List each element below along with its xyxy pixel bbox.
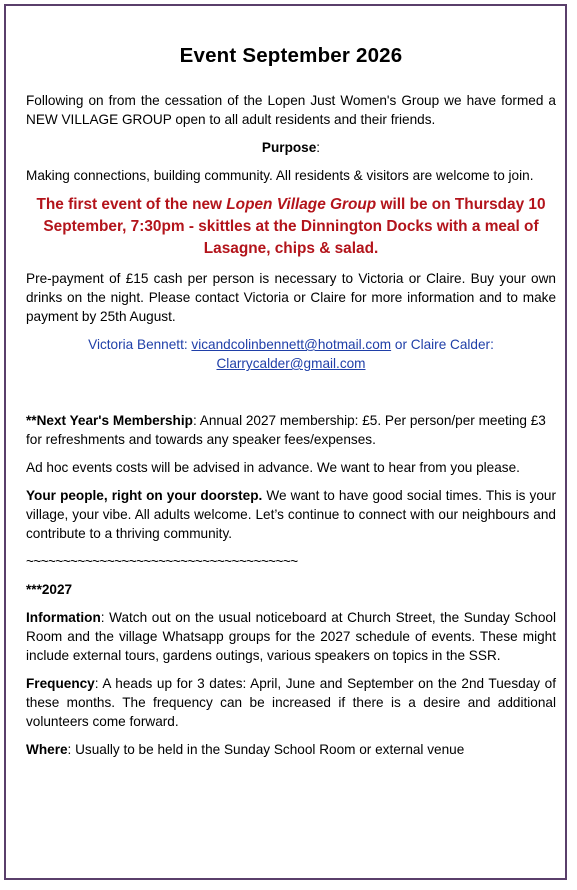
document-frame [4, 4, 567, 880]
event-text-part1: The first event of the new [36, 196, 227, 213]
page-title: Event September 2026 [179, 44, 403, 67]
membership-label: **Next Year's Membership [26, 413, 193, 428]
tilde-divider: ~~~~~~~~~~~~~~~~~~~~~~~~~~~~~~~~~~~~~ [26, 554, 298, 569]
event-text-part2: will be on Thursday 10 September, 7:30pm - skittles at the Dinnington Docks with a meal of Lasagne, chips & salad. [43, 196, 546, 257]
year-heading [26, 580, 556, 599]
purpose-colon: : [316, 140, 321, 155]
membership-text: : Annual 2027 membership: £5. Per person/per meeting £3 for refreshments and towards any speaker fees/expenses. [26, 413, 546, 447]
information-label: Information [26, 610, 101, 625]
people-text: We want to have good social times. This is your village, your vibe. All adults welcome. Let’s continue to connect with our neighbours and contribute to a thriving community. [26, 488, 556, 541]
where-paragraph [26, 740, 556, 759]
where-text: : Usually to be held in the Sunday School Room or external venue [67, 742, 465, 757]
purpose-label: Purpose [261, 140, 317, 155]
spacer [26, 382, 556, 411]
frequency-text: : A heads up for 3 dates: April, June and September on the 2nd Tuesday of these months. The frequency can be increased if there is a desire and additional volunteers come forward. [26, 676, 556, 729]
email-link-claire[interactable]: Clarrycalder@gmail.com [216, 356, 366, 371]
contact-joiner: or Claire Calder: [391, 337, 494, 352]
membership-paragraph [26, 411, 556, 449]
purpose-heading [26, 138, 556, 157]
contact-block [26, 335, 556, 373]
document-body [26, 46, 556, 768]
people-paragraph [26, 486, 556, 543]
where-label: Where [26, 742, 68, 757]
information-paragraph [26, 608, 556, 665]
year-heading-label: ***2027 [26, 582, 73, 597]
intro-paragraph: Following on from the cessation of the Lopen Just Women's Group we have formed a NEW VILLAGE GROUP open to all adult residents and their friends. [26, 93, 556, 127]
event-announcement [26, 194, 556, 260]
purpose-paragraph: Making connections, building community. All residents & visitors are welcome to join. [26, 168, 534, 183]
contact-name-victoria: Victoria Bennett: [88, 337, 192, 352]
people-label: Your people, right on your doorstep. [26, 488, 263, 503]
payment-paragraph: Pre-payment of £15 cash per person is necessary to Victoria or Claire. Buy your own drinks on the night. Please contact Victoria or Claire for more information and to make payment by 25th August. [26, 271, 556, 324]
event-group-name: Lopen Village Group [226, 196, 377, 213]
adhoc-paragraph: Ad hoc events costs will be advised in advance. We want to hear from you please. [26, 460, 520, 475]
email-link-victoria[interactable]: vicandcolinbennett@hotmail.com [191, 337, 392, 352]
frequency-label: Frequency [26, 676, 95, 691]
frequency-paragraph [26, 674, 556, 731]
information-text: : Watch out on the usual noticeboard at Church Street, the Sunday School Room and the village Whatsapp groups for the 2027 schedule of events. These might include external tours, gardens outings, various speakers on topics in the SSR. [26, 610, 556, 663]
